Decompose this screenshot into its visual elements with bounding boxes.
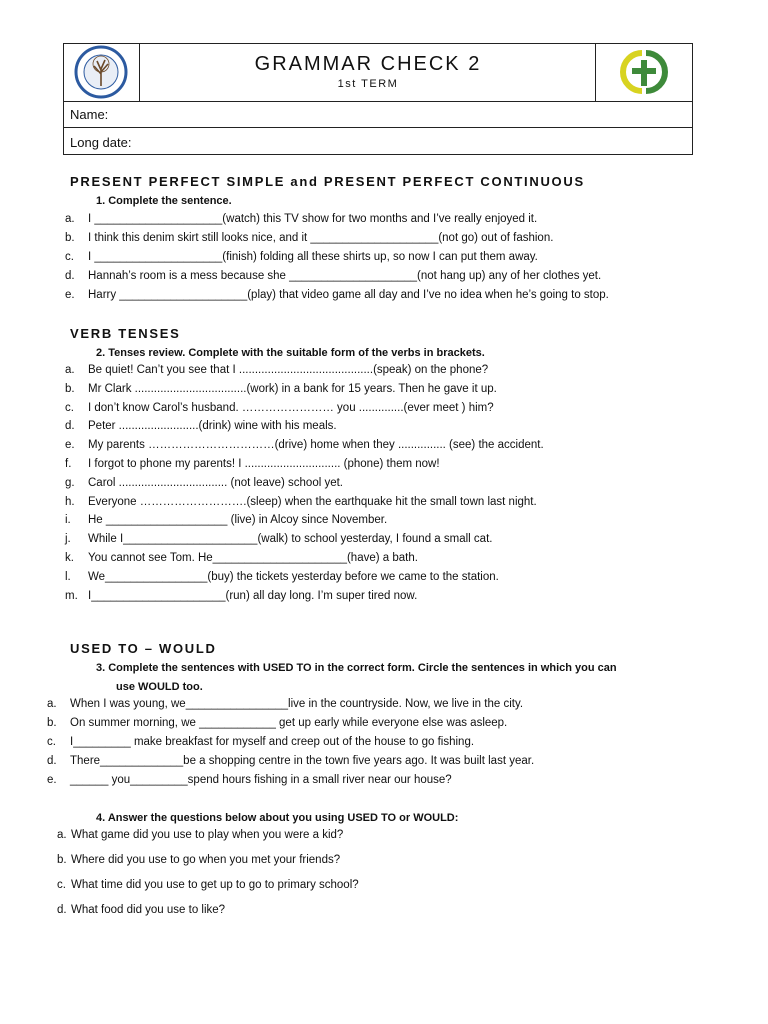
list-item-label: l.	[65, 570, 71, 583]
page-title: GRAMMAR CHECK 2	[254, 53, 482, 75]
list-item-text: I_________ make breakfast for myself and creep out of the house to go fishing.	[70, 736, 475, 748]
section3-instruction-line2: use WOULD too.	[116, 681, 203, 693]
list-item-label: b.	[65, 232, 75, 244]
list-item-label: i.	[65, 514, 71, 527]
list-item-text: What food did you use to like?	[71, 904, 226, 916]
list-item-text: ______ you_________spend hours fishing in a small river near our house?	[70, 774, 452, 786]
worksheet-header	[63, 43, 693, 155]
list-item-label: d.	[57, 904, 67, 916]
list-item-text: What game did you use to play when you were a kid?	[71, 829, 344, 841]
list-item-label: m.	[65, 589, 78, 602]
list-item-label: g.	[65, 476, 75, 489]
list-item-label: a.	[57, 829, 67, 841]
list-item-label: a.	[65, 213, 75, 225]
list-item-text: Peter .........................(drink) wine with his meals.	[88, 420, 337, 433]
list-item-label: d.	[47, 755, 57, 767]
section3-title: USED TO – WOULD	[70, 641, 217, 656]
list-item-text: Everyone ……………………….(sleep) when the earthquake hit the small town last night.	[88, 495, 537, 508]
list-item-text: Be quiet! Can’t you see that I ..........................................(speak) on the phone?	[88, 364, 489, 376]
list-item-text: We________________(buy) the tickets yesterday before we came to the station.	[88, 570, 499, 583]
section4-instruction: 4. Answer the questions below about you using USED TO or WOULD:	[96, 812, 459, 824]
list-item-label: a.	[47, 698, 57, 710]
header-top-row	[64, 44, 692, 102]
name-field-row	[64, 101, 692, 128]
section3-instruction-line1: 3. Complete the sentences with USED TO in the correct form. Circle the sentences in which you can	[96, 662, 617, 674]
list-item-label: c.	[47, 736, 56, 748]
list-item-text: I think this denim skirt still looks nice, and it ____________________(not go) out of fashion.	[88, 232, 554, 244]
list-item-text: My parents ……………………………(drive) home when they ............... (see) the accident.	[88, 439, 544, 452]
section1-title: PRESENT PERFECT SIMPLE and PRESENT PERFECT CONTINUOUS	[70, 174, 585, 189]
list-item-label: k.	[65, 552, 74, 564]
list-item-text: What time did you use to get up to go to primary school?	[71, 879, 359, 891]
list-item-text: There_____________be a shopping centre in the town five years ago. It was built last year.	[70, 755, 535, 767]
list-item-label: e.	[47, 774, 57, 786]
list-item-text: On summer morning, we ____________ get up early while everyone else was asleep.	[70, 717, 508, 729]
list-item-text: I ____________________(watch) this TV show for two months and I’ve really enjoyed it.	[88, 213, 538, 225]
list-item-label: b.	[65, 382, 75, 395]
list-item-text: I_____________________(run) all day long. I’m super tired now.	[88, 589, 418, 602]
list-item-label: j.	[65, 533, 71, 546]
school-seal-logo	[64, 44, 139, 101]
list-item-text: Mr Clark ...................................(work) in a bank for 15 years. Then he gave it up.	[88, 382, 497, 395]
list-item-label: c.	[57, 879, 66, 891]
list-item-text: Hannah’s room is a mess because she ____________________(not hang up) any of her clothes yet.	[88, 270, 602, 282]
list-item-label: d.	[65, 270, 75, 282]
list-item-text: I don’t know Carol’s husband. …………………… you ..............(ever meet ) him?	[88, 401, 494, 414]
list-item-label: e.	[65, 289, 75, 301]
school-logo-cell	[64, 44, 140, 101]
list-item-label: b.	[57, 854, 67, 866]
list-item-label: a.	[65, 364, 75, 376]
list-item-label: c.	[65, 401, 74, 414]
name-label: Name:	[70, 107, 109, 122]
list-item-text: I forgot to phone my parents! I .............................. (phone) them now!	[88, 458, 440, 470]
list-item-text: I ____________________(finish) folding all these shirts up, so now I can put them away.	[88, 251, 538, 263]
section1-instruction: 1. Complete the sentence.	[96, 195, 232, 207]
page-subtitle: 1st TERM	[337, 78, 399, 90]
title-cell	[139, 44, 597, 101]
list-item-text: When I was young, we________________live in the countryside. Now, we live in the city.	[70, 698, 524, 710]
list-item-label: b.	[47, 717, 57, 729]
list-item-text: He ___________________ (live) in Alcoy since November.	[88, 514, 388, 527]
date-field-row	[64, 129, 692, 156]
brand-cross-logo	[596, 44, 692, 101]
list-item-text: Carol .................................. (not leave) school yet.	[88, 476, 344, 489]
list-item-label: e.	[65, 439, 75, 452]
section2-instruction: 2. Tenses review. Complete with the suitable form of the verbs in brackets.	[96, 347, 485, 359]
long-date-label: Long date:	[70, 135, 132, 150]
list-item-text: Harry ____________________(play) that video game all day and I’ve no idea when he’s going to stop.	[88, 289, 609, 301]
list-item-label: h.	[65, 495, 75, 508]
list-item-label: d.	[65, 420, 75, 433]
brand-logo-cell	[595, 44, 692, 101]
list-item-label: f.	[65, 458, 72, 470]
section2-title: VERB TENSES	[70, 326, 181, 341]
list-item-text: While I_____________________(walk) to school yesterday, I found a small cat.	[88, 533, 493, 546]
list-item-text: You cannot see Tom. He_____________________(have) a bath.	[88, 552, 418, 564]
list-item-text: Where did you use to go when you met your friends?	[71, 854, 341, 866]
list-item-label: c.	[65, 251, 74, 263]
